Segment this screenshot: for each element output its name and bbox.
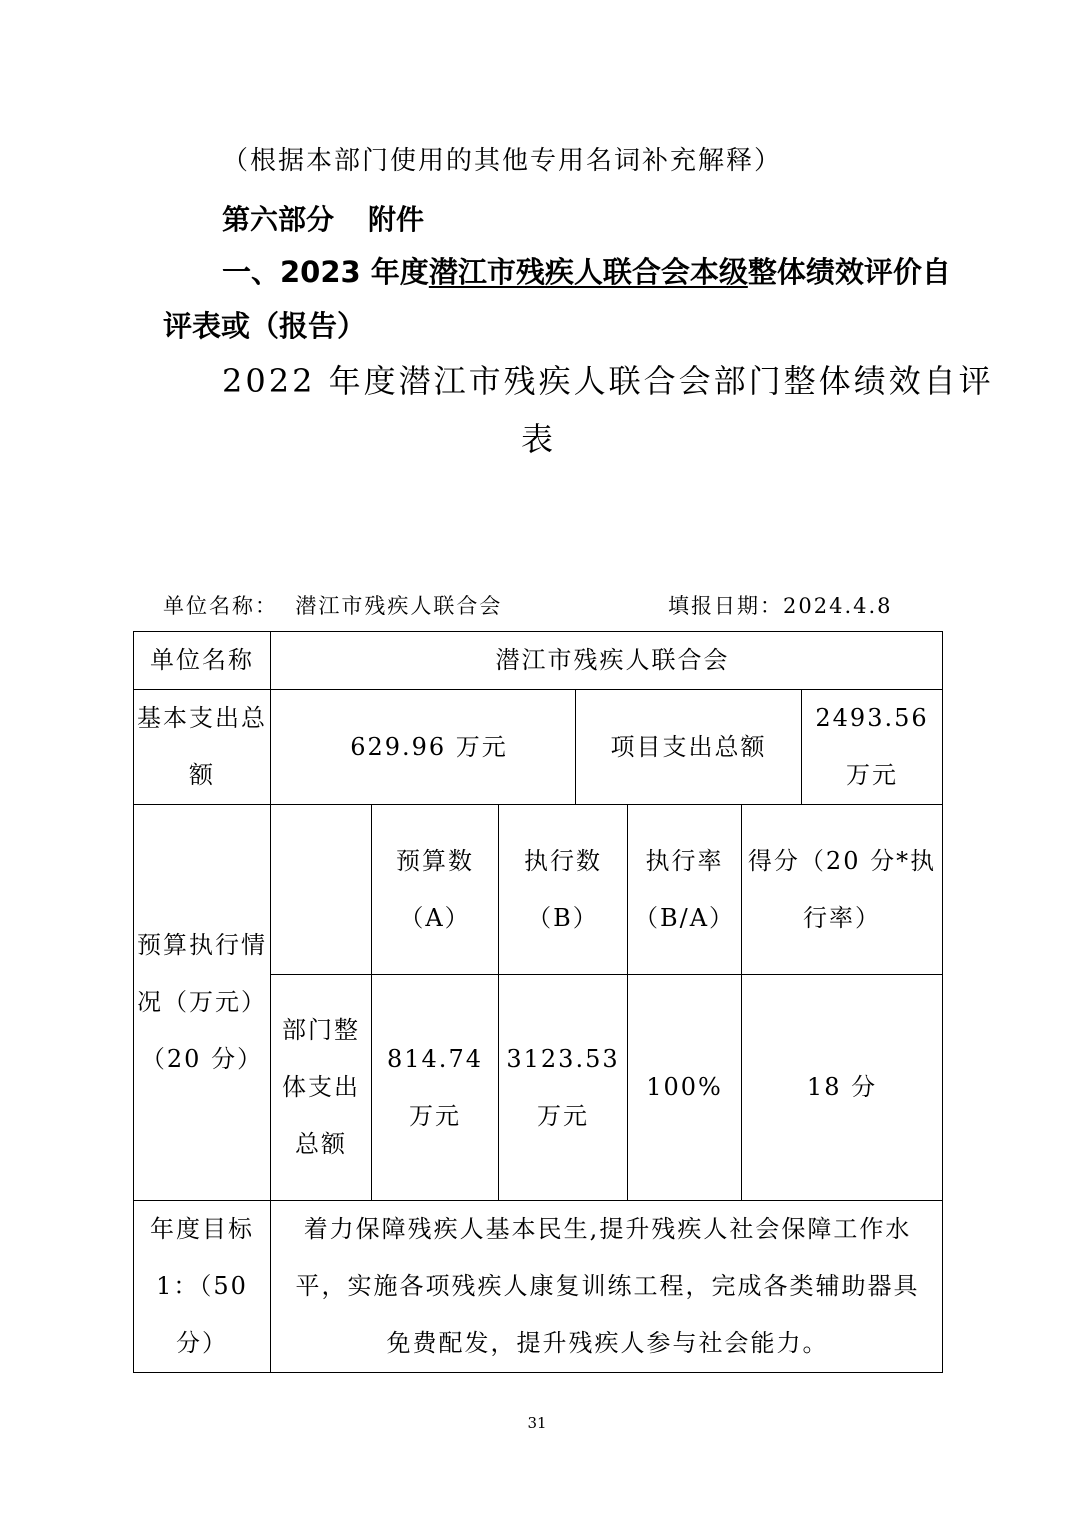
- explanation-note: （根据本部门使用的其他专用名词补充解释）: [222, 146, 783, 176]
- unit-line: [163, 590, 502, 620]
- section-heading-continued: 评表或（报告）: [163, 309, 367, 343]
- date-line: [668, 590, 893, 620]
- rate-value: 100%: [628, 975, 742, 1201]
- evaluation-table: [133, 631, 943, 1373]
- basic-expense-label: 基本支出总额: [134, 690, 271, 805]
- col-executed: 执行数（B）: [499, 805, 628, 975]
- table-title-continued: 表: [520, 420, 553, 458]
- unit-label: 单位名称：: [163, 594, 278, 618]
- executed-value: 3123.53 万元: [499, 975, 628, 1201]
- table-title: 2022 年度潜江市残疾人联合会部门整体绩效自评: [222, 362, 994, 400]
- col-score: 得分（20 分*执行率）: [742, 805, 943, 975]
- part-title: 第六部分: [222, 203, 335, 236]
- table-row: [134, 690, 943, 805]
- page-number: 31: [527, 1414, 547, 1432]
- date-label: 填报日期：: [668, 594, 783, 618]
- table-row: [134, 1201, 943, 1373]
- dept-total-label: 部门整体支出总额: [271, 975, 372, 1201]
- annual-goal-label: 年度目标 1：（50 分）: [134, 1201, 271, 1373]
- part-heading: [222, 198, 424, 238]
- part-name: 附件: [368, 203, 425, 236]
- table-row: [134, 632, 943, 690]
- col-budget: 预算数（A）: [372, 805, 499, 975]
- empty-header-cell: [271, 805, 372, 975]
- project-expense-value: 2493.56 万元: [802, 690, 943, 805]
- basic-expense-value: 629.96 万元: [271, 690, 576, 805]
- heading-org: 潜江市残疾人联合会本级: [428, 255, 748, 289]
- unit-name-value: 潜江市残疾人联合会: [271, 632, 943, 690]
- unit-name-label: 单位名称: [134, 632, 271, 690]
- heading-prefix: 一、2023 年度: [222, 255, 429, 289]
- score-value: 18 分: [742, 975, 943, 1201]
- col-rate: 执行率（B/A）: [628, 805, 742, 975]
- project-expense-label: 项目支出总额: [576, 690, 802, 805]
- budget-value: 814.74 万元: [372, 975, 499, 1201]
- budget-execution-label: 预算执行情况（万元）（20 分）: [134, 805, 271, 1201]
- annual-goal-text: 着力保障残疾人基本民生,提升残疾人社会保障工作水平，实施各项残疾人康复训练工程，完成各类辅助器具免费配发，提升残疾人参与社会能力。: [271, 1201, 943, 1373]
- section-heading: [222, 250, 951, 291]
- date-value: 2024.4.8: [783, 594, 893, 618]
- unit-value: 潜江市残疾人联合会: [295, 594, 503, 618]
- heading-suffix: 整体绩效评价自: [747, 255, 951, 289]
- table-row: [134, 805, 943, 975]
